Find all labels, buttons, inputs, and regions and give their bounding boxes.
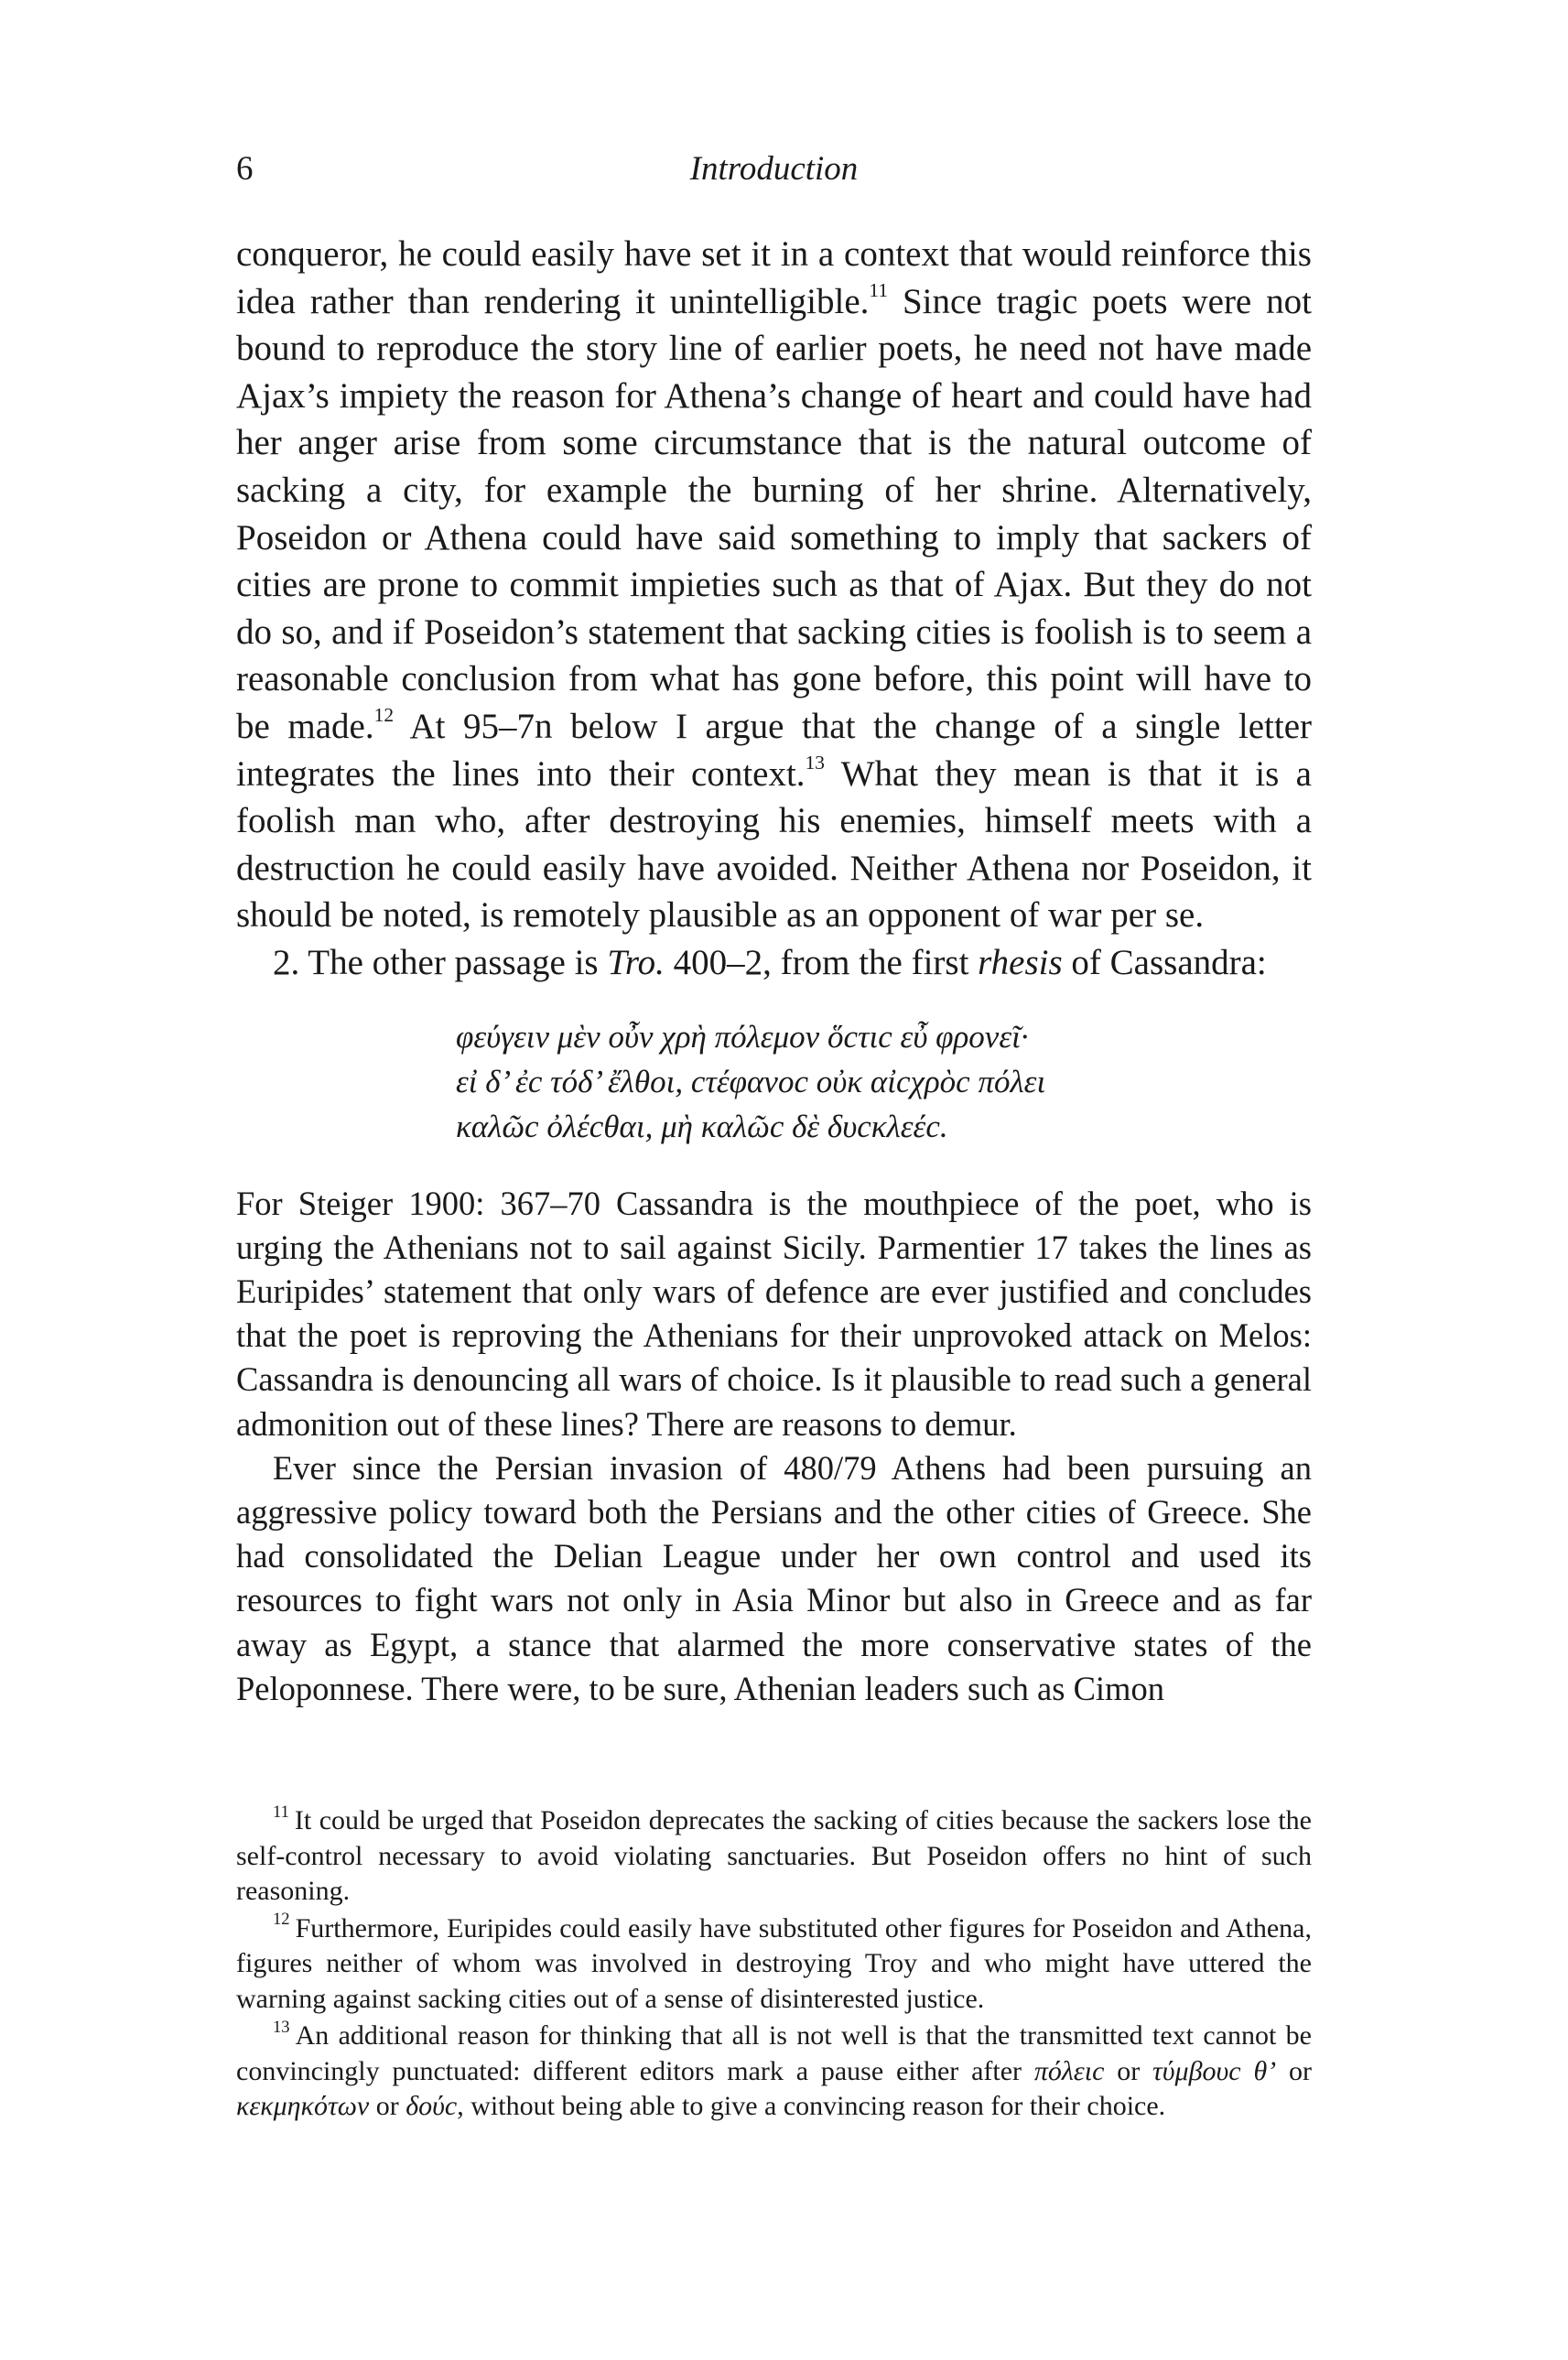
- footnote-12: $^{12}$ Furthermore, Euripides could easily have substituted other figures for Poseidon and Athena, figures neither of whom was involved in destroying Troy and who might have uttered the warning against sacking cities out of a sense of disinterested justice.: [236, 1910, 1312, 2014]
- footnote-number: 11: [273, 1802, 289, 1822]
- footnote-ref-12[interactable]: 12: [373, 703, 395, 726]
- main-text: [236, 231, 1312, 1711]
- paragraph-2: 2. The other passage is Tro. 400–2, from the first rhesis of Cassandra:: [273, 942, 1267, 982]
- greek-line: καλῶc ὀλέcθαι, μὴ καλῶc δὲ δυcκλεέc.: [456, 1108, 948, 1144]
- running-title: Introduction: [689, 150, 859, 188]
- page-header: [236, 146, 1312, 201]
- footnote-ref-11[interactable]: 11: [869, 278, 889, 301]
- greek-line: εἰ δ’ ἐc τόδ’ ἔλθοι, cτέφανοc οὐκ αἰcχρὸc πόλει: [456, 1063, 1046, 1099]
- page-number: 6: [236, 150, 254, 188]
- paragraph-4: Ever since the Persian invasion of 480/79 Athens had been pursuing an aggressive policy toward both the Persians and the other cities of Greece. She had consolidated the Delian League under her own control and used its resources to fight wars not only in Asia Minor but also in Greece and as far away as Egypt, a stance that alarmed the more conservative states of the Peloponnese. There were, to be sure, Athenian leaders such as Cimon: [236, 1448, 1312, 1707]
- footnote-number: 13: [273, 2017, 290, 2037]
- rhesis-term: rhesis: [978, 942, 1063, 982]
- footnote-number: 12: [273, 1910, 290, 1930]
- greek-line: φεύγειν μὲν οὖν χρὴ πόλεμον ὅcτιc εὖ φρονεῖ·: [456, 1018, 1029, 1055]
- paragraph-3: For Steiger 1900: 367–70 Cassandra is the mouthpiece of the poet, who is urging the Athenians not to sail against Sicily. Parmentier 17 takes the lines as Euripides’ statement that only wars of defence are ever justified and concludes that the poet is reproving the Athenians for their unprovoked attack on Melos: Cassandra is denouncing all wars of choice. Is it plausible to read such a general admonition out of these lines? There are reasons to demur.: [236, 1184, 1312, 1443]
- footnote-11: $^{11}$ It could be urged that Poseidon deprecates the sacking of cities because the sackers lose the self-control necessary to avoid violating sanctuaries. But Poseidon offers no hint of such reasoning.: [236, 1802, 1312, 1906]
- footnotes: [236, 1803, 1312, 2127]
- footnote-ref-13[interactable]: 13: [805, 751, 825, 774]
- work-reference: Tro.: [607, 942, 665, 982]
- footnote-13: $^{13}$ An additional reason for thinking that all is not well is that the transmitted text cannot be convincingly punctuated: different editors mark a pause either after πόλειc or τύμβουc θ’ or κεκμηκότων or δούc, without being able to give a convincing reason for their choice.: [236, 2017, 1313, 2121]
- paragraph-1: conqueror, he could easily have set it in a context that would reinforce this idea rather than rendering it unintelligible.$^{11}$ Since tragic poets were not bound to reproduce the story line of earlier poets, he need not have made Ajax’s impiety the reason for Athena’s change of heart and could have had her anger arise from some circumstance that is the natural outcome of sacking a city, for example the burning of her shrine. Alternatively, Poseidon or Athena could have said something to imply that sackers of cities are prone to commit impieties such as that of Ajax. But they do not do so, and if Poseidon’s statement that sacking cities is foolish is to seem a reasonable conclusion from what has gone before, this point will have to be made.$^{12}$ At 95–7n below I argue that the change of a single letter integrates the lines into their context.$^{13}$ What they mean is that it is a foolish man who, after destroying his enemies, himself meets with a destruction he could easily have avoided. Neither Athena nor Poseidon, it should be noted, is remotely plausible as an opponent of war per se.: [236, 234, 1312, 936]
- greek-quotation: [236, 1014, 1312, 1149]
